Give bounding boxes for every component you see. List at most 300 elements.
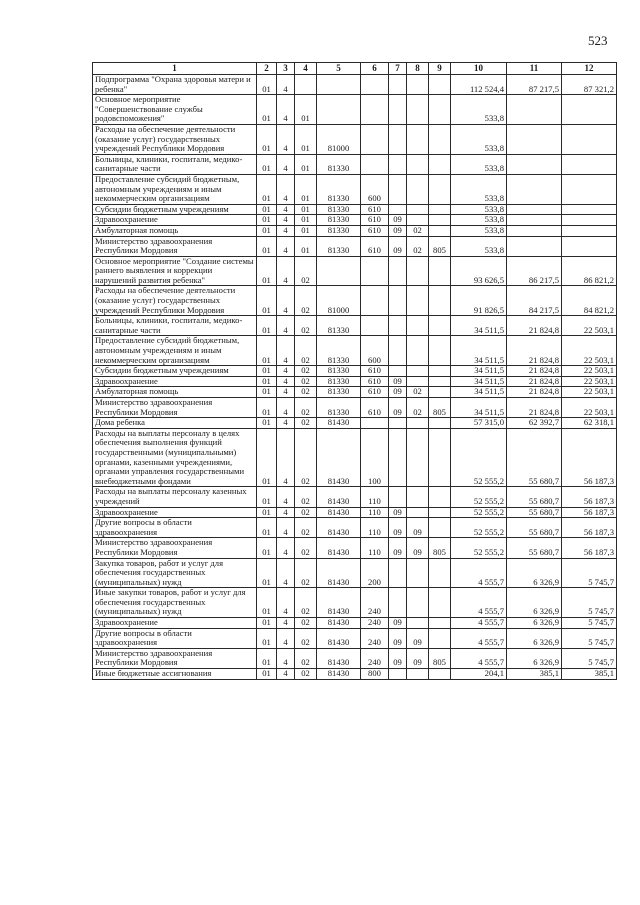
table-row xyxy=(93,507,617,518)
cell-amount-11: 6 326,9 xyxy=(507,588,562,618)
row-name: Расходы на выплаты персоналу в целях обеспечения выполнения функций государственными (муниципальными) органами, казенными учреждениями, органами управления государственными внебюджетными фондами xyxy=(93,428,257,487)
cell-code-5: 81430 xyxy=(317,648,361,668)
cell-code-8 xyxy=(407,366,429,377)
cell-code-4: 02 xyxy=(295,376,317,387)
cell-amount-11: 55 680,7 xyxy=(507,487,562,507)
cell-amount-10: 34 511,5 xyxy=(451,387,507,398)
cell-amount-11: 6 326,9 xyxy=(507,558,562,588)
table-row xyxy=(93,558,617,588)
cell-code-8 xyxy=(407,75,429,95)
table-row xyxy=(93,648,617,668)
table-row xyxy=(93,204,617,215)
cell-code-2: 01 xyxy=(257,174,277,204)
cell-code-8 xyxy=(407,286,429,316)
cell-code-9 xyxy=(429,428,451,487)
cell-code-4: 02 xyxy=(295,558,317,588)
cell-code-4: 02 xyxy=(295,538,317,558)
cell-code-9 xyxy=(429,204,451,215)
cell-code-5: 81330 xyxy=(317,215,361,226)
table-row xyxy=(93,669,617,680)
row-name: Здравоохранение xyxy=(93,507,257,518)
cell-code-7: 09 xyxy=(389,648,407,668)
cell-amount-11: 84 217,5 xyxy=(507,286,562,316)
cell-code-5: 81330 xyxy=(317,376,361,387)
row-name: Предоставление субсидий бюджетным, автономным учреждениям и иным некоммерческим организациям xyxy=(93,174,257,204)
cell-code-8 xyxy=(407,174,429,204)
cell-code-4: 02 xyxy=(295,256,317,286)
row-name: Другие вопросы в области здравоохранения xyxy=(93,518,257,538)
table-row xyxy=(93,588,617,618)
cell-amount-11: 86 217,5 xyxy=(507,256,562,286)
cell-code-8: 09 xyxy=(407,518,429,538)
cell-amount-10: 34 511,5 xyxy=(451,366,507,377)
cell-code-5 xyxy=(317,95,361,125)
cell-code-6: 610 xyxy=(361,366,389,377)
cell-code-7 xyxy=(389,256,407,286)
cell-code-6: 610 xyxy=(361,225,389,236)
cell-code-5: 81430 xyxy=(317,558,361,588)
cell-code-8 xyxy=(407,124,429,154)
cell-code-9: 805 xyxy=(429,236,451,256)
row-name: Здравоохранение xyxy=(93,618,257,629)
table-row xyxy=(93,628,617,648)
cell-code-5: 81430 xyxy=(317,418,361,429)
cell-code-2: 01 xyxy=(257,398,277,418)
cell-code-8 xyxy=(407,95,429,125)
table-row xyxy=(93,366,617,377)
cell-code-3: 4 xyxy=(277,225,295,236)
cell-code-9 xyxy=(429,336,451,366)
table-row xyxy=(93,538,617,558)
table-row xyxy=(93,518,617,538)
cell-amount-12 xyxy=(562,154,617,174)
cell-amount-12 xyxy=(562,215,617,226)
cell-code-9 xyxy=(429,75,451,95)
cell-code-2: 01 xyxy=(257,669,277,680)
cell-code-3: 4 xyxy=(277,648,295,668)
cell-code-2: 01 xyxy=(257,418,277,429)
cell-code-5: 81330 xyxy=(317,316,361,336)
cell-code-3: 4 xyxy=(277,507,295,518)
cell-code-8 xyxy=(407,428,429,487)
table-row xyxy=(93,215,617,226)
cell-code-2: 01 xyxy=(257,507,277,518)
cell-code-7 xyxy=(389,558,407,588)
cell-code-6: 240 xyxy=(361,628,389,648)
cell-amount-12 xyxy=(562,236,617,256)
cell-code-2: 01 xyxy=(257,75,277,95)
cell-code-6: 800 xyxy=(361,669,389,680)
cell-code-6: 240 xyxy=(361,618,389,629)
cell-code-5: 81000 xyxy=(317,124,361,154)
cell-code-8 xyxy=(407,669,429,680)
cell-code-9 xyxy=(429,418,451,429)
cell-amount-11: 385,1 xyxy=(507,669,562,680)
row-name: Основное мероприятие "Создание системы раннего выявления и коррекции нарушений развития ребенка" xyxy=(93,256,257,286)
cell-code-9 xyxy=(429,376,451,387)
cell-amount-10: 52 555,2 xyxy=(451,487,507,507)
cell-code-6 xyxy=(361,95,389,125)
cell-code-7 xyxy=(389,286,407,316)
cell-code-9 xyxy=(429,154,451,174)
cell-code-5: 81430 xyxy=(317,518,361,538)
cell-code-3: 4 xyxy=(277,286,295,316)
cell-code-6: 110 xyxy=(361,538,389,558)
cell-code-4: 02 xyxy=(295,316,317,336)
table-row xyxy=(93,316,617,336)
cell-code-7 xyxy=(389,124,407,154)
cell-amount-12 xyxy=(562,174,617,204)
cell-code-5: 81430 xyxy=(317,487,361,507)
table-row xyxy=(93,336,617,366)
table-row xyxy=(93,236,617,256)
cell-code-6 xyxy=(361,75,389,95)
cell-code-6 xyxy=(361,256,389,286)
cell-code-2: 01 xyxy=(257,225,277,236)
cell-amount-12 xyxy=(562,204,617,215)
cell-code-2: 01 xyxy=(257,588,277,618)
header-row xyxy=(93,63,617,75)
cell-amount-10: 52 555,2 xyxy=(451,538,507,558)
page-number: 523 xyxy=(588,33,608,48)
cell-amount-11 xyxy=(507,215,562,226)
cell-code-7 xyxy=(389,487,407,507)
cell-code-4: 02 xyxy=(295,387,317,398)
cell-amount-10: 533,8 xyxy=(451,225,507,236)
cell-amount-12: 56 187,3 xyxy=(562,538,617,558)
cell-code-4: 01 xyxy=(295,236,317,256)
cell-amount-11: 55 680,7 xyxy=(507,538,562,558)
cell-code-3: 4 xyxy=(277,124,295,154)
table-row xyxy=(93,225,617,236)
cell-code-4: 01 xyxy=(295,154,317,174)
cell-code-7: 09 xyxy=(389,225,407,236)
cell-code-8: 02 xyxy=(407,387,429,398)
cell-code-3: 4 xyxy=(277,174,295,204)
cell-amount-11: 6 326,9 xyxy=(507,648,562,668)
cell-code-9 xyxy=(429,174,451,204)
column-header: 6 xyxy=(361,63,389,75)
cell-code-2: 01 xyxy=(257,628,277,648)
cell-code-3: 4 xyxy=(277,75,295,95)
cell-code-5 xyxy=(317,256,361,286)
row-name: Министерство здравоохранения Республики Мордовия xyxy=(93,538,257,558)
cell-code-3: 4 xyxy=(277,558,295,588)
cell-amount-10: 34 511,5 xyxy=(451,398,507,418)
cell-code-5: 81430 xyxy=(317,588,361,618)
cell-amount-10: 34 511,5 xyxy=(451,336,507,366)
table-row xyxy=(93,376,617,387)
cell-amount-10: 4 555,7 xyxy=(451,628,507,648)
cell-amount-12 xyxy=(562,95,617,125)
cell-code-4: 02 xyxy=(295,518,317,538)
row-name: Субсидии бюджетным учреждениям xyxy=(93,204,257,215)
cell-code-8: 09 xyxy=(407,628,429,648)
cell-code-2: 01 xyxy=(257,124,277,154)
cell-code-2: 01 xyxy=(257,558,277,588)
cell-code-7: 09 xyxy=(389,398,407,418)
cell-code-5: 81430 xyxy=(317,618,361,629)
cell-amount-12: 56 187,3 xyxy=(562,487,617,507)
cell-code-6: 610 xyxy=(361,204,389,215)
cell-code-8: 09 xyxy=(407,648,429,668)
cell-code-8 xyxy=(407,215,429,226)
row-name: Амбулаторная помощь xyxy=(93,225,257,236)
cell-code-8: 02 xyxy=(407,225,429,236)
cell-amount-12: 56 187,3 xyxy=(562,507,617,518)
cell-code-6 xyxy=(361,316,389,336)
cell-amount-12: 56 187,3 xyxy=(562,518,617,538)
cell-code-7: 09 xyxy=(389,628,407,648)
table-row xyxy=(93,75,617,95)
cell-code-3: 4 xyxy=(277,336,295,366)
cell-amount-11: 21 824,8 xyxy=(507,387,562,398)
cell-code-9 xyxy=(429,366,451,377)
cell-amount-11: 55 680,7 xyxy=(507,507,562,518)
cell-code-8: 02 xyxy=(407,398,429,418)
cell-code-6: 110 xyxy=(361,487,389,507)
row-name: Иные бюджетные ассигнования xyxy=(93,669,257,680)
table-row xyxy=(93,124,617,154)
cell-code-7: 09 xyxy=(389,387,407,398)
cell-amount-12: 84 821,2 xyxy=(562,286,617,316)
cell-code-3: 4 xyxy=(277,376,295,387)
cell-amount-12: 56 187,3 xyxy=(562,428,617,487)
cell-code-4: 01 xyxy=(295,215,317,226)
cell-code-7 xyxy=(389,204,407,215)
cell-amount-10: 93 626,5 xyxy=(451,256,507,286)
table-row xyxy=(93,487,617,507)
cell-amount-10: 533,8 xyxy=(451,95,507,125)
cell-amount-10: 91 826,5 xyxy=(451,286,507,316)
cell-code-7 xyxy=(389,428,407,487)
cell-code-6: 610 xyxy=(361,398,389,418)
cell-code-2: 01 xyxy=(257,518,277,538)
cell-code-3: 4 xyxy=(277,256,295,286)
cell-code-4: 02 xyxy=(295,507,317,518)
table-row xyxy=(93,418,617,429)
cell-amount-11: 6 326,9 xyxy=(507,628,562,648)
cell-amount-10: 4 555,7 xyxy=(451,648,507,668)
cell-code-5: 81330 xyxy=(317,336,361,366)
cell-amount-12: 22 503,1 xyxy=(562,376,617,387)
cell-code-7 xyxy=(389,75,407,95)
cell-amount-11: 21 824,8 xyxy=(507,336,562,366)
cell-code-4: 02 xyxy=(295,366,317,377)
cell-code-9 xyxy=(429,387,451,398)
cell-code-6: 110 xyxy=(361,518,389,538)
cell-code-6: 600 xyxy=(361,336,389,366)
cell-code-4: 02 xyxy=(295,398,317,418)
cell-code-8 xyxy=(407,154,429,174)
cell-code-5: 81330 xyxy=(317,154,361,174)
cell-code-8 xyxy=(407,418,429,429)
cell-amount-12: 5 745,7 xyxy=(562,648,617,668)
cell-code-9 xyxy=(429,215,451,226)
cell-code-4: 01 xyxy=(295,174,317,204)
cell-amount-11 xyxy=(507,95,562,125)
cell-code-9 xyxy=(429,628,451,648)
table-row xyxy=(93,256,617,286)
cell-code-3: 4 xyxy=(277,487,295,507)
cell-code-9 xyxy=(429,316,451,336)
cell-code-4: 02 xyxy=(295,487,317,507)
cell-code-8 xyxy=(407,316,429,336)
cell-code-7: 09 xyxy=(389,618,407,629)
cell-code-8: 09 xyxy=(407,538,429,558)
row-name: Здравоохранение xyxy=(93,215,257,226)
row-name: Министерство здравоохранения Республики Мордовия xyxy=(93,398,257,418)
cell-amount-12: 62 318,1 xyxy=(562,418,617,429)
cell-code-2: 01 xyxy=(257,618,277,629)
cell-amount-12: 22 503,1 xyxy=(562,316,617,336)
cell-code-6 xyxy=(361,124,389,154)
cell-code-7 xyxy=(389,316,407,336)
column-header: 3 xyxy=(277,63,295,75)
row-name: Расходы на выплаты персоналу казенных учреждений xyxy=(93,487,257,507)
cell-code-7 xyxy=(389,95,407,125)
cell-code-3: 4 xyxy=(277,215,295,226)
cell-code-2: 01 xyxy=(257,538,277,558)
table-row xyxy=(93,174,617,204)
table-row xyxy=(93,154,617,174)
cell-amount-10: 533,8 xyxy=(451,236,507,256)
cell-code-4: 02 xyxy=(295,648,317,668)
cell-code-6: 110 xyxy=(361,507,389,518)
cell-code-9 xyxy=(429,588,451,618)
cell-code-5: 81330 xyxy=(317,398,361,418)
cell-code-9 xyxy=(429,518,451,538)
column-header: 8 xyxy=(407,63,429,75)
cell-code-3: 4 xyxy=(277,538,295,558)
row-name: Расходы на обеспечение деятельности (оказание услуг) государственных учреждений Республики Мордовия xyxy=(93,124,257,154)
cell-code-2: 01 xyxy=(257,154,277,174)
cell-amount-11: 55 680,7 xyxy=(507,518,562,538)
cell-code-3: 4 xyxy=(277,518,295,538)
cell-code-9 xyxy=(429,256,451,286)
cell-code-6 xyxy=(361,286,389,316)
cell-code-3: 4 xyxy=(277,618,295,629)
cell-code-5: 81330 xyxy=(317,236,361,256)
row-name: Здравоохранение xyxy=(93,376,257,387)
cell-code-7: 09 xyxy=(389,376,407,387)
cell-code-4: 01 xyxy=(295,225,317,236)
cell-code-5: 81000 xyxy=(317,286,361,316)
cell-amount-11: 21 824,8 xyxy=(507,366,562,377)
cell-code-2: 01 xyxy=(257,316,277,336)
cell-code-9: 805 xyxy=(429,398,451,418)
cell-amount-10: 533,8 xyxy=(451,154,507,174)
table-row xyxy=(93,618,617,629)
cell-code-7: 09 xyxy=(389,236,407,256)
cell-code-3: 4 xyxy=(277,366,295,377)
cell-amount-10: 34 511,5 xyxy=(451,316,507,336)
cell-amount-10: 204,1 xyxy=(451,669,507,680)
cell-code-3: 4 xyxy=(277,669,295,680)
cell-code-8 xyxy=(407,588,429,618)
cell-code-6: 610 xyxy=(361,236,389,256)
cell-code-6: 100 xyxy=(361,428,389,487)
cell-code-7: 09 xyxy=(389,215,407,226)
cell-amount-11: 55 680,7 xyxy=(507,428,562,487)
cell-amount-12: 86 821,2 xyxy=(562,256,617,286)
cell-code-7: 09 xyxy=(389,538,407,558)
cell-code-4: 02 xyxy=(295,336,317,366)
cell-amount-12: 5 745,7 xyxy=(562,558,617,588)
cell-amount-10: 57 315,0 xyxy=(451,418,507,429)
cell-code-9 xyxy=(429,95,451,125)
cell-amount-12: 385,1 xyxy=(562,669,617,680)
cell-amount-10: 533,8 xyxy=(451,174,507,204)
cell-code-9 xyxy=(429,286,451,316)
cell-amount-10: 112 524,4 xyxy=(451,75,507,95)
cell-amount-10: 52 555,2 xyxy=(451,507,507,518)
cell-amount-11 xyxy=(507,204,562,215)
cell-code-2: 01 xyxy=(257,387,277,398)
column-header: 10 xyxy=(451,63,507,75)
row-name: Расходы на обеспечение деятельности (оказание услуг) государственных учреждений Республики Мордовия xyxy=(93,286,257,316)
table-row xyxy=(93,398,617,418)
cell-code-3: 4 xyxy=(277,316,295,336)
cell-code-8 xyxy=(407,487,429,507)
cell-code-3: 4 xyxy=(277,588,295,618)
table-body xyxy=(93,75,617,680)
cell-code-4: 02 xyxy=(295,669,317,680)
cell-amount-11: 21 824,8 xyxy=(507,316,562,336)
cell-amount-11: 6 326,9 xyxy=(507,618,562,629)
cell-code-7: 09 xyxy=(389,518,407,538)
cell-amount-10: 4 555,7 xyxy=(451,558,507,588)
column-header: 2 xyxy=(257,63,277,75)
cell-amount-11 xyxy=(507,124,562,154)
cell-amount-11: 62 392,7 xyxy=(507,418,562,429)
cell-code-9 xyxy=(429,124,451,154)
row-name: Иные закупки товаров, работ и услуг для обеспечения государственных (муниципальных) нужд xyxy=(93,588,257,618)
cell-code-7 xyxy=(389,174,407,204)
cell-code-6: 610 xyxy=(361,376,389,387)
cell-code-3: 4 xyxy=(277,154,295,174)
cell-code-8: 02 xyxy=(407,236,429,256)
cell-amount-10: 52 555,2 xyxy=(451,428,507,487)
cell-code-5: 81330 xyxy=(317,225,361,236)
table-row xyxy=(93,428,617,487)
cell-amount-11 xyxy=(507,174,562,204)
cell-amount-12: 22 503,1 xyxy=(562,336,617,366)
column-header: 5 xyxy=(317,63,361,75)
cell-code-9 xyxy=(429,225,451,236)
cell-code-7 xyxy=(389,418,407,429)
cell-code-4 xyxy=(295,75,317,95)
row-name: Больницы, клиники, госпитали, медико-санитарные части xyxy=(93,154,257,174)
cell-amount-11: 21 824,8 xyxy=(507,398,562,418)
cell-code-5: 81430 xyxy=(317,538,361,558)
cell-amount-12: 22 503,1 xyxy=(562,398,617,418)
cell-amount-12: 5 745,7 xyxy=(562,618,617,629)
cell-code-7 xyxy=(389,588,407,618)
cell-code-8 xyxy=(407,376,429,387)
cell-code-8 xyxy=(407,618,429,629)
cell-code-9 xyxy=(429,618,451,629)
cell-code-4: 02 xyxy=(295,618,317,629)
cell-code-3: 4 xyxy=(277,428,295,487)
table-row xyxy=(93,387,617,398)
cell-code-2: 01 xyxy=(257,648,277,668)
cell-code-3: 4 xyxy=(277,418,295,429)
cell-code-6 xyxy=(361,418,389,429)
cell-code-4: 02 xyxy=(295,588,317,618)
cell-code-9 xyxy=(429,669,451,680)
cell-code-2: 01 xyxy=(257,204,277,215)
